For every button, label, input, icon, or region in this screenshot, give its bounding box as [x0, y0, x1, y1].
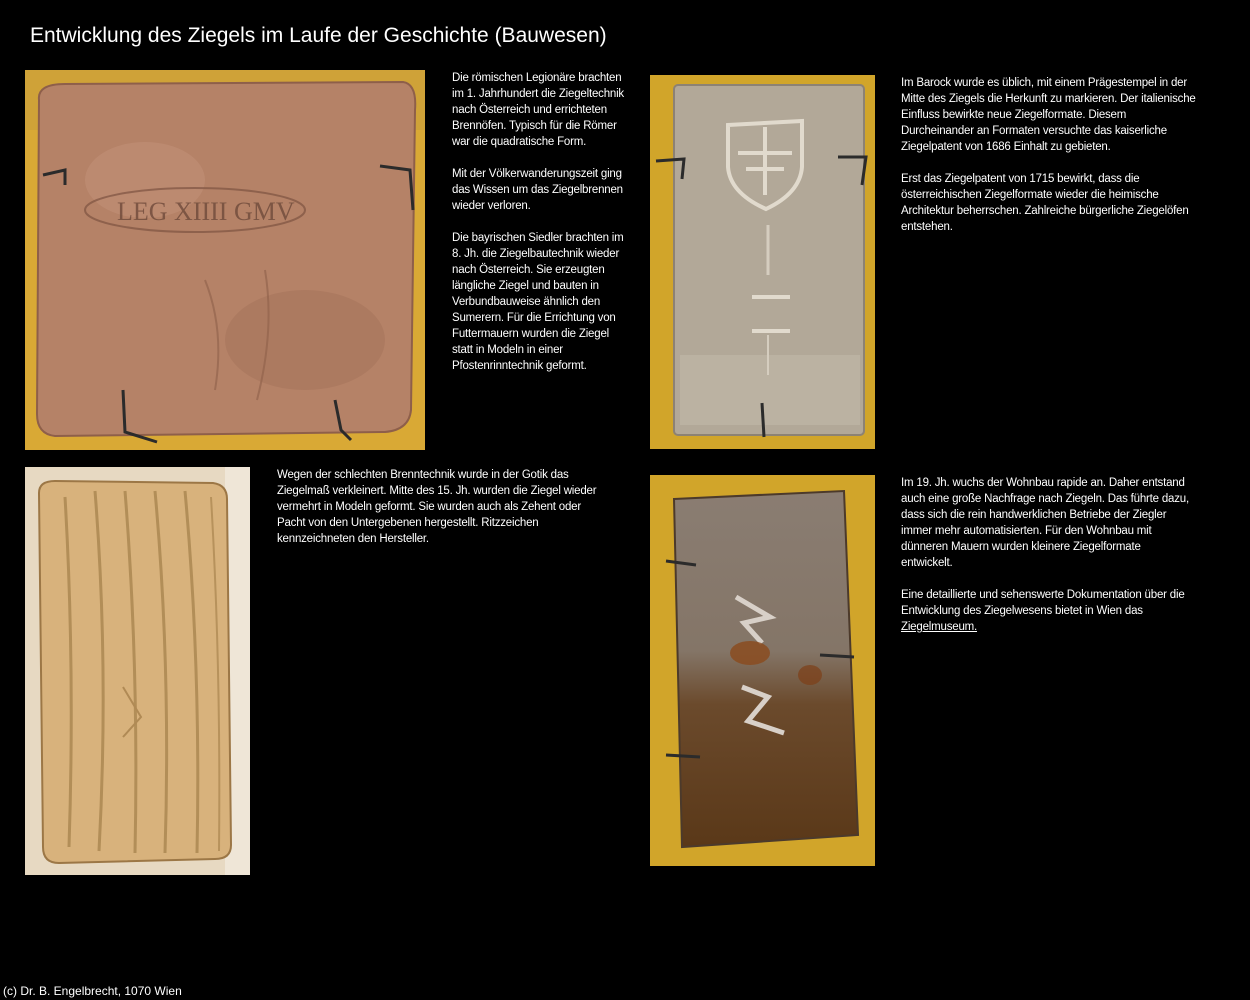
modern-paragraph-1: Im 19. Jh. wuchs der Wohnbau rapide an. Daher entstand auch eine große Nachfrage nach Ziegeln. Das führte dazu, dass sich die rein handwerklichen Betriebe der Ziegler immer mehr automatisierten. Für den Wohnbau mit dünneren Mauern wurden kleinere Ziegelformate entwickelt.	[901, 477, 1189, 569]
roman-paragraph-1: Die römischen Legionäre brachten im 1. Jahrhundert die Ziegeltechnik nach Österreich und errichteten Brennöfen. Typisch für die Römer war die quadratische Form.	[452, 72, 624, 148]
ziegelmuseum-link[interactable]: Ziegelmuseum.	[901, 621, 978, 633]
gothic-brick-photo	[25, 467, 250, 875]
roman-brick-photo	[25, 70, 425, 450]
roman-brick	[37, 82, 415, 436]
roman-stamp: LEG XIIII GMV	[117, 197, 295, 226]
roman-paragraph-3: Die bayrischen Siedler brachten im 8. Jh. die Ziegelbautechnik wieder nach Österreich. Sie erzeugten längliche Ziegel und bauten in Verbundbauweise ähnlich den Sumerern. Für die Errichtung von Futtermauern wurden die Ziegel statt in Modeln in einer Pfostenrinntechnik geformt.	[452, 232, 624, 372]
gothic-paragraph-1: Wegen der schlechten Brenntechnik wurde in der Gotik das Ziegelmaß verkleinert. Mitte des 15. Jh. wurden die Ziegel wieder vermehrt in Modeln geformt. Sie wurden auch als Zehent oder Pacht von den Untergebenen hergestellt. Ritzzeichen kennzeichneten den Hersteller.	[277, 469, 597, 545]
baroque-paragraph-1: Im Barock wurde es üblich, mit einem Prägestempel in der Mitte des Ziegels die Herkunft zu markieren. Der italienische Einfluss bewirkte neue Ziegelformate. Diesem Durcheinander an Formaten versuchte das kaiserliche Ziegelpatent von 1686 Einhalt zu gebieten.	[901, 77, 1196, 153]
copyright-footer: (c) Dr. B. Engelbrecht, 1070 Wien	[3, 984, 182, 998]
roman-era-text	[452, 70, 627, 390]
gothic-era-text	[277, 467, 607, 563]
baroque-paragraph-2: Erst das Ziegelpatent von 1715 bewirkt, dass die österreichischen Ziegelformate wieder die heimische Architektur beherrschen. Zahlreiche bürgerliche Ziegelöfen entstehen.	[901, 173, 1189, 233]
page-title: Entwicklung des Ziegels im Laufe der Geschichte (Bauwesen)	[30, 24, 607, 47]
roman-paragraph-2: Mit der Völkerwanderungszeit ging das Wissen um das Ziegelbrennen wieder verloren.	[452, 168, 623, 212]
modern-era-text	[901, 475, 1191, 635]
modern-paragraph-2	[901, 587, 1191, 635]
modern-brick	[674, 491, 858, 847]
baroque-era-text	[901, 75, 1201, 251]
baroque-brick-photo	[650, 75, 875, 449]
modern-paragraph-2-text: Eine detaillierte und sehenswerte Dokumentation über die Entwicklung des Ziegelwesens bietet in Wien das	[901, 589, 1185, 617]
modern-brick-photo	[650, 475, 875, 866]
